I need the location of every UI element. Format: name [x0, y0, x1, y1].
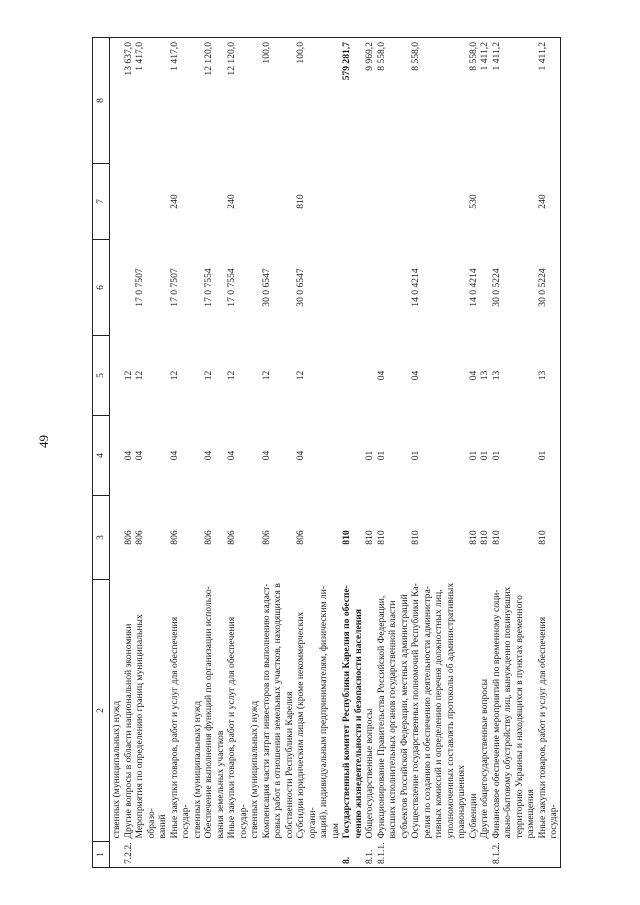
cell-line: 04 — [203, 450, 214, 461]
cell-line: 01 — [467, 450, 479, 461]
amount-cell — [203, 38, 226, 164]
amount-cell — [110, 38, 123, 164]
row-name-cell — [468, 580, 537, 842]
table-row — [203, 38, 226, 868]
cell-line: 1 417,0 — [134, 42, 145, 71]
cell-line: 30 0 6547 — [295, 268, 306, 307]
header-cell-4: 4 — [93, 416, 110, 496]
cell-line: 8 558,0 — [375, 42, 387, 71]
subsection-cell — [364, 336, 410, 416]
table-row — [226, 38, 261, 868]
amount-cell — [341, 38, 364, 164]
row-name-cell — [169, 580, 204, 842]
cell-line: 04 — [295, 450, 306, 461]
budget-table — [92, 37, 561, 868]
cell-line: 806 — [134, 530, 145, 545]
cell-line: 17 0 7507 — [168, 268, 180, 307]
cell-line: 13 — [536, 370, 548, 381]
expense-type-cell — [123, 164, 169, 240]
section-cell — [537, 416, 561, 496]
cell-line: 01 — [479, 450, 490, 461]
expense-type-cell — [169, 164, 204, 240]
row-name-line: собственности Республики Карелия — [283, 691, 295, 839]
cell-line: 8.1. — [364, 849, 375, 864]
row-name-line: Осуществление государственных полномочий Республики Ка- — [410, 583, 421, 839]
cell-line: 7.2.2. — [122, 842, 134, 864]
amount-cell — [410, 38, 468, 164]
row-name-line: Иные закупки товаров, работ и услуг для обеспечения государ- — [536, 616, 559, 839]
amount-cell — [123, 38, 169, 164]
cell-line: 240 — [536, 194, 548, 209]
cell-line: 100,0 — [260, 42, 272, 64]
row-name-line: территорию Украины и находящихся в пунктах временного — [513, 595, 525, 839]
expense-type-cell — [364, 164, 410, 240]
expense-type-cell — [261, 164, 296, 240]
row-name-line: Функционирование Правительства Российской Федерации, — [375, 595, 387, 839]
row-name-line: ственных (муниципальных) нужд — [111, 700, 122, 839]
cell-line: 579 281,7 — [341, 42, 352, 81]
cell-line: 806 — [226, 530, 237, 545]
subsection-cell — [261, 336, 296, 416]
amount-cell — [537, 38, 561, 164]
expense-type-cell — [341, 164, 364, 240]
row-number-cell — [364, 842, 410, 868]
row-name-cell — [203, 580, 226, 842]
row-name-cell — [410, 580, 468, 842]
target-article-cell — [169, 240, 204, 336]
code-cell — [169, 496, 204, 580]
row-name-cell — [364, 580, 410, 842]
cell-line: 13 637,0 — [122, 42, 134, 76]
header-cell-2: 2 — [93, 580, 110, 842]
table-row — [169, 38, 204, 868]
table-row — [123, 38, 169, 868]
rotated-page — [92, 38, 632, 868]
row-name-line: Другие вопросы в области национальной экономики — [122, 623, 134, 839]
row-name-line: Мероприятия по определению границ муниципальных образо- — [134, 614, 157, 839]
subsection-cell — [169, 336, 204, 416]
row-number-cell — [341, 842, 364, 868]
header-cell-7: 7 — [93, 164, 110, 240]
row-name-line: Общегосударственные вопросы — [364, 708, 375, 839]
row-name-line: тивных комиссий и определению перечня должностных лиц, — [433, 589, 444, 839]
cell-line: 1 411,2 — [536, 42, 548, 71]
cell-line: 810 — [375, 530, 387, 545]
cell-line — [123, 243, 135, 333]
cell-line: 04 — [375, 370, 387, 381]
cell-line: 810 — [536, 530, 548, 545]
row-name-line: Иные закупки товаров, работ и услуг для обеспечения государ- — [226, 616, 249, 839]
row-name-cell — [295, 580, 341, 842]
table-row — [537, 38, 561, 868]
cell-line: 01 — [490, 450, 502, 461]
expense-type-cell — [226, 164, 261, 240]
cell-line: 810 — [341, 530, 352, 545]
subsection-cell — [295, 336, 341, 416]
cell-line: 8.1.1. — [375, 842, 387, 864]
code-cell — [468, 496, 537, 580]
row-name-line: цам — [329, 823, 341, 839]
code-cell — [537, 496, 561, 580]
cell-line: 01 — [536, 450, 548, 461]
cell-line: 14 0 4214 — [410, 268, 421, 307]
cell-line: 8 558,0 — [410, 42, 421, 71]
row-number-cell — [203, 842, 226, 868]
row-name-line: правонарушениях — [456, 765, 467, 839]
row-name-line: вания земельных участков — [214, 730, 226, 839]
cell-line: 806 — [168, 530, 180, 545]
amount-cell — [295, 38, 341, 164]
row-name-line: субъектов Российской Федерации, местных администраций — [398, 594, 410, 839]
cell-line: 14 0 4214 — [467, 268, 479, 307]
cell-line: 8.1.2. — [490, 842, 502, 864]
cell-line: 12 — [295, 370, 306, 381]
row-name-cell — [341, 580, 364, 842]
code-cell — [226, 496, 261, 580]
section-cell — [169, 416, 204, 496]
subsection-cell — [410, 336, 468, 416]
cell-line: 806 — [203, 530, 214, 545]
target-article-cell — [261, 240, 296, 336]
code-cell — [123, 496, 169, 580]
section-cell — [468, 416, 537, 496]
expense-type-cell — [537, 164, 561, 240]
cell-line — [468, 845, 480, 865]
section-cell — [261, 416, 296, 496]
cell-line: 1 417,0 — [168, 42, 180, 71]
row-number-cell — [110, 842, 123, 868]
target-article-cell — [468, 240, 537, 336]
amount-cell — [468, 38, 537, 164]
target-article-cell — [123, 240, 169, 336]
section-cell — [295, 416, 341, 496]
cell-line: 30 0 5224 — [490, 268, 502, 307]
row-name-line: Финансовое обеспечение мероприятий по временному соци- — [490, 589, 502, 839]
row-name-line: Другие общегосударственные вопросы — [479, 678, 490, 839]
table-row — [410, 38, 468, 868]
subsection-cell — [123, 336, 169, 416]
cell-line: 8 558,0 — [467, 42, 479, 71]
cell-line: 04 — [467, 370, 479, 381]
amount-cell — [169, 38, 204, 164]
cell-line: 04 — [168, 450, 180, 461]
row-name-cell — [110, 580, 123, 842]
code-cell — [295, 496, 341, 580]
code-cell — [203, 496, 226, 580]
target-article-cell — [110, 240, 123, 336]
page-number: 49 — [36, 435, 51, 448]
row-name-line: Субсидии юридическим лицам (кроме некоммерческих органи- — [295, 611, 318, 839]
target-article-cell — [203, 240, 226, 336]
row-name-cell — [261, 580, 296, 842]
table-row — [261, 38, 296, 868]
cell-line: 12 — [122, 370, 134, 381]
row-number-cell — [261, 842, 296, 868]
header-cell-6: 6 — [93, 240, 110, 336]
section-cell — [226, 416, 261, 496]
row-name-cell — [226, 580, 261, 842]
row-number-cell — [295, 842, 341, 868]
cell-line: 810 — [295, 194, 306, 209]
header-cell-5: 5 — [93, 336, 110, 416]
cell-line: 04 — [134, 450, 145, 461]
cell-line: 806 — [295, 530, 306, 545]
table-row — [364, 38, 410, 868]
row-name-line: Субвенции — [467, 793, 479, 839]
cell-line: 04 — [122, 450, 134, 461]
target-article-cell — [364, 240, 410, 336]
subsection-cell — [537, 336, 561, 416]
row-number-cell — [123, 842, 169, 868]
row-name-line: ственных (муниципальных) нужд — [191, 700, 203, 839]
cell-line: 12 120,0 — [203, 42, 214, 76]
expense-type-cell — [410, 164, 468, 240]
row-number-cell — [468, 842, 537, 868]
code-cell — [364, 496, 410, 580]
table-row — [468, 38, 537, 868]
target-article-cell — [537, 240, 561, 336]
cell-line: 1 411,2 — [490, 42, 502, 71]
row-name-line: Компенсация части затрат инвесторов по выполнению кадаст- — [260, 583, 272, 839]
row-number-cell — [410, 842, 468, 868]
header-cell-3: 3 — [93, 496, 110, 580]
cell-line: 30 0 5224 — [536, 268, 548, 307]
cell-line: 04 — [226, 450, 237, 461]
header-cell-8: 8 — [93, 38, 110, 164]
cell-line: 240 — [226, 194, 237, 209]
cell-line: 806 — [260, 530, 272, 545]
section-cell — [123, 416, 169, 496]
row-name-line: ально-бытовому обустройству лиц, вынужденно покинувших — [502, 586, 513, 839]
expense-type-cell — [295, 164, 341, 240]
cell-line: 810 — [467, 530, 479, 545]
cell-line: 17 0 7554 — [203, 268, 214, 307]
row-name-line: уполномоченных составлять протоколы об административных — [444, 582, 456, 839]
subsection-cell — [468, 336, 537, 416]
cell-line — [479, 243, 491, 333]
cell-line: 12 — [134, 370, 145, 381]
row-name-line: заций), индивидуальным предпринимателям, физическим ли- — [318, 585, 329, 839]
amount-cell — [364, 38, 410, 164]
cell-line: 17 0 7554 — [226, 268, 237, 307]
section-cell — [341, 416, 364, 496]
cell-line: 01 — [410, 450, 421, 461]
cell-line: 30 0 6547 — [260, 268, 272, 307]
row-number-cell — [169, 842, 204, 868]
cell-line: 810 — [364, 530, 375, 545]
row-number-cell — [537, 842, 561, 868]
table-row — [110, 38, 123, 868]
row-name-line: ваний — [157, 814, 168, 839]
subsection-cell — [203, 336, 226, 416]
cell-line: 04 — [260, 450, 272, 461]
row-name-line: ственных (муниципальных) нужд — [249, 700, 260, 839]
cell-line: 13 — [490, 370, 502, 381]
cell-line: 810 — [479, 530, 490, 545]
code-cell — [410, 496, 468, 580]
cell-line: 17 0 7507 — [134, 268, 145, 307]
row-name-line: размещения — [525, 789, 536, 839]
cell-line: 100,0 — [295, 42, 306, 64]
cell-line: 13 — [479, 370, 490, 381]
cell-line — [364, 339, 376, 413]
row-name-cell — [537, 580, 561, 842]
table-body — [110, 38, 561, 868]
code-cell — [110, 496, 123, 580]
row-number-cell — [226, 842, 261, 868]
cell-line: 01 — [375, 450, 387, 461]
amount-cell — [226, 38, 261, 164]
code-cell — [341, 496, 364, 580]
table-row — [341, 38, 364, 868]
table-row — [295, 38, 341, 868]
cell-line: 1 411,2 — [479, 42, 490, 71]
target-article-cell — [226, 240, 261, 336]
cell-line: 12 — [260, 370, 272, 381]
section-cell — [110, 416, 123, 496]
expense-type-cell — [110, 164, 123, 240]
cell-line: 530 — [467, 194, 479, 209]
cell-line: 240 — [168, 194, 180, 209]
row-name-line: Иные закупки товаров, работ и услуг для обеспечения государ- — [168, 616, 191, 839]
cell-line: 12 120,0 — [226, 42, 237, 76]
row-name-line: Обеспечение выполнения функций по организации использо- — [203, 586, 214, 839]
expense-type-cell — [203, 164, 226, 240]
amount-cell — [261, 38, 296, 164]
cell-line — [479, 845, 491, 865]
header-cell-1: 1 — [93, 842, 110, 868]
cell-line: 12 — [226, 370, 237, 381]
row-name-cell — [123, 580, 169, 842]
cell-line: 01 — [364, 450, 375, 461]
cell-line: 806 — [122, 530, 134, 545]
cell-line: 04 — [410, 370, 421, 381]
target-article-cell — [410, 240, 468, 336]
row-name-line: высших исполнительных органов государственной власти — [387, 600, 398, 839]
code-cell — [261, 496, 296, 580]
target-article-cell — [295, 240, 341, 336]
expense-type-cell — [468, 164, 537, 240]
row-name-line: релия по созданию и обеспечению деятельности администра- — [421, 586, 433, 839]
subsection-cell — [341, 336, 364, 416]
subsection-cell — [226, 336, 261, 416]
target-article-cell — [341, 240, 364, 336]
cell-line: 12 — [203, 370, 214, 381]
section-cell — [410, 416, 468, 496]
row-name-line: ровых работ в отношении земельных участков, находящихся в — [272, 583, 283, 839]
cell-line: 12 — [168, 370, 180, 381]
row-name-line: Государственный комитет Республики Карелия по обеспе- — [341, 585, 352, 839]
cell-line: 8. — [341, 856, 352, 864]
section-cell — [364, 416, 410, 496]
cell-line: 9 969,2 — [364, 42, 375, 71]
subsection-cell — [110, 336, 123, 416]
cell-line: 810 — [490, 530, 502, 545]
row-name-line: чению жизнедеятельности и безопасности населения — [352, 608, 364, 839]
cell-line: 810 — [410, 530, 421, 545]
section-cell — [203, 416, 226, 496]
table-header — [93, 38, 110, 868]
